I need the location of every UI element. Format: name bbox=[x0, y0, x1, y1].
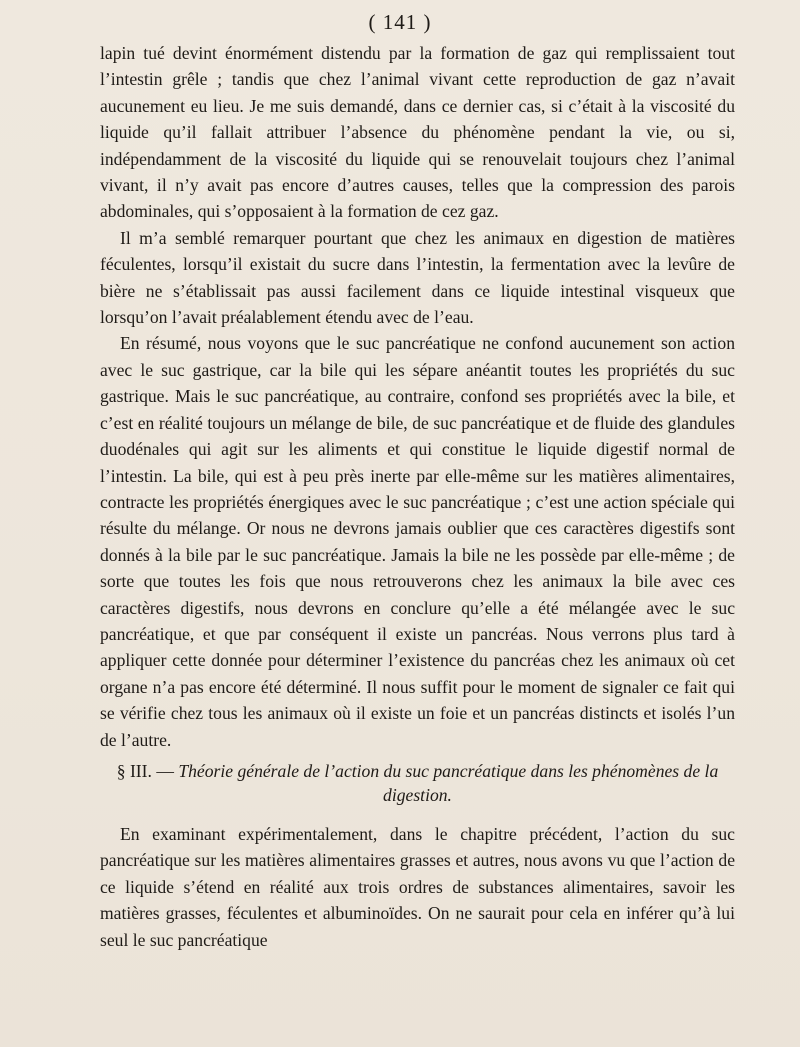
paragraph-continuation: lapin tué devint énormément distendu par la formation de gaz qui remplissaient tout l’intestin grêle ; tandis que chez l’animal vivant cette reproduction de gaz n’avait aucunement eu lieu. Je me suis demandé, dans ce dernier cas, si c’était à la viscosité du liquide qu’il fallait attribuer l’absence du phénomène pendant la vie, ou si, indépendamment de la viscosité du liquide qui se renouvelait toujours chez l’animal vivant, il n’y avait pas encore d’autres causes, telles que la compression des parois abdominales, qui s’opposaient à la formation de cez gaz. bbox=[100, 43, 735, 222]
section-title: Théorie générale de l’action du suc pancréatique dans les phénomènes de la digestion. bbox=[178, 760, 719, 805]
section-number: § III. — bbox=[116, 760, 174, 781]
page-body bbox=[100, 40, 735, 953]
section-heading bbox=[100, 759, 735, 807]
paragraph-fermentation: Il m’a semblé remarquer pourtant que chez les animaux en digestion de matières féculentes, lorsqu’il existait du sucre dans l’intestin, la fermentation avec la levûre de bière ne s’établissait pas aussi facilement dans ce liquide intestinal visqueux que lorsqu’on l’avait préalablement étendu avec de l’eau. bbox=[100, 227, 735, 328]
paragraph-section-start: En examinant expérimentalement, dans le chapitre précédent, l’action du suc pancréatique sur les matières alimentaires grasses et autres, nous avons vu que l’action de ce liquide s’étend en réalité aux trois ordres de substances alimentaires, savoir les matières grasses, féculentes et albuminoïdes. On ne saurait pour cela en inférer qu’à lui seul le suc pancréatique bbox=[100, 823, 735, 950]
page-number: ( 141 ) bbox=[368, 10, 432, 34]
paragraph-summary: En résumé, nous voyons que le suc pancréatique ne confond aucunement son action avec le suc gastrique, car la bile qui les sépare anéantit toutes les propriétés du suc gastrique. Mais le suc pancréatique, au contraire, confond ses propriétés avec la bile, et c’est en réalité toujours un mélange de bile, de suc pancréatique et de fluide des glandules duodénales qui agit sur les aliments et qui constitue le liquide digestif normal de l’intestin. La bile, qui est à peu près inerte par elle-même sur les matières alimentaires, contracte les propriétés énergiques avec le suc pancréatique ; c’est une action spéciale qui résulte du mélange. Or nous ne devrons jamais oublier que ces caractères digestifs sont donnés à la bile par le suc pancréatique. Jamais la bile ne les possède par elle-même ; de sorte que toutes les fois que nous retrouverons chez les animaux la bile avec ces caractères digestifs, nous devrons en conclure qu’elle a été mélangée avec le suc pancréatique, et que par conséquent il existe un pancréas. Nous verrons plus tard à appliquer cette donnée pour déterminer l’existence du pancréas chez les animaux où cet organe n’a pas encore été déterminé. Il nous suffit pour le moment de signaler ce fait qui se vérifie chez tous les animaux où il existe un foie et un pancréas distincts et isolés l’un de l’autre. bbox=[100, 333, 735, 750]
